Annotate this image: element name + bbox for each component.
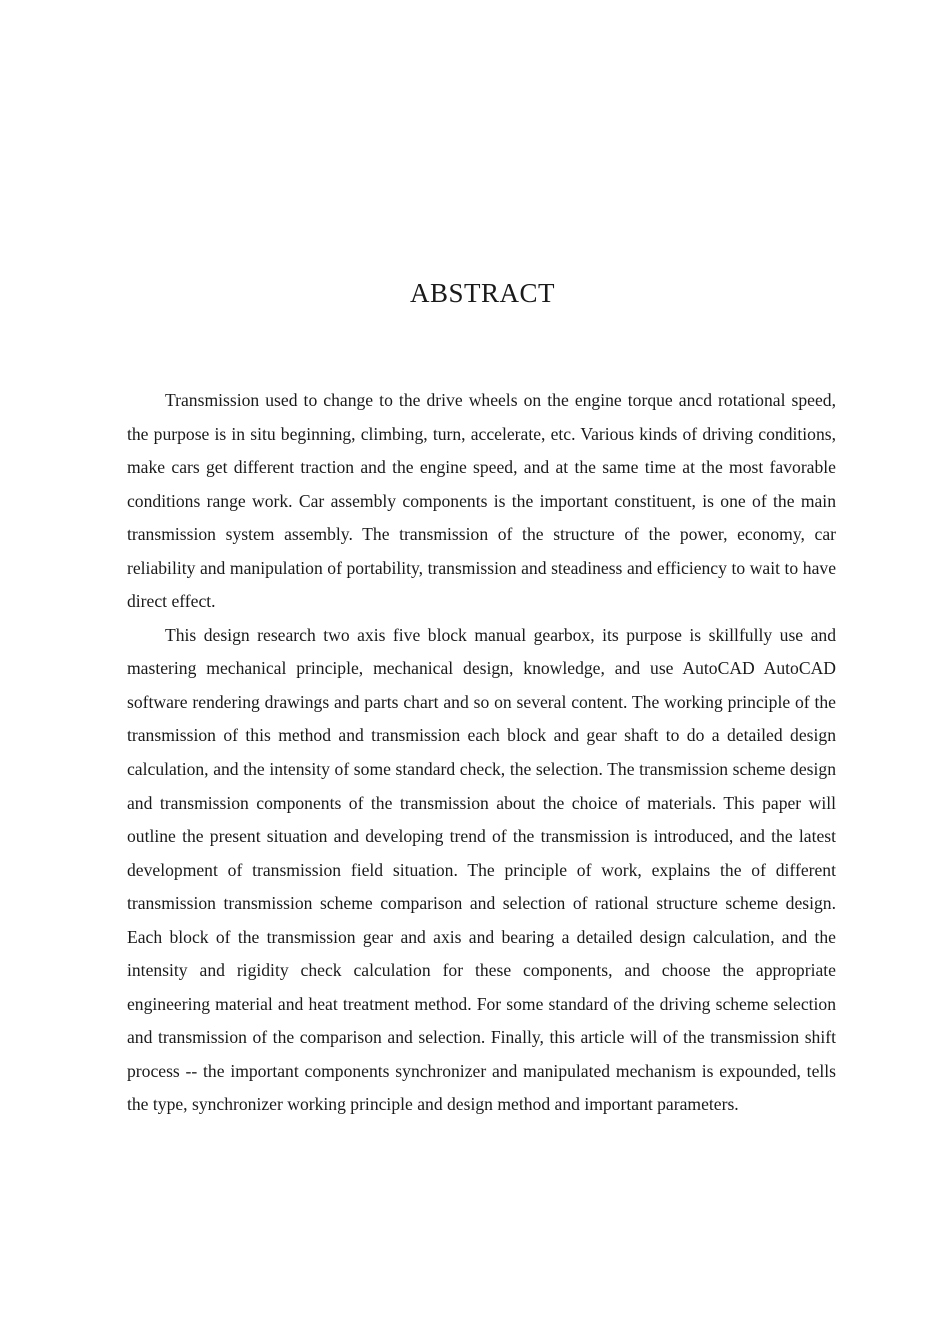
- abstract-paragraph-2: This design research two axis five block manual gearbox, its purpose is skillfully use and mastering mechanical principle, mechanical design, knowledge, and use AutoCAD AutoCAD software rendering drawings and parts chart and so on several content. The working principle of the transmission of this method and transmission each block and gear shaft to do a detailed design calculation, and the intensity of some standard check, the selection. The transmission scheme design and transmission components of the transmission about the choice of materials. This paper will outline the present situation and developing trend of the transmission is introduced, and the latest development of transmission field situation. The principle of work, explains the of different transmission transmission scheme comparison and selection of rational structure scheme design. Each block of the transmission gear and axis and bearing a detailed design calculation, and the intensity and rigidity check calculation for these components, and choose the appropriate engineering material and heat treatment method. For some standard of the driving scheme selection and transmission of the comparison and selection. Finally, this article will of the transmission shift process -- the important components synchronizer and manipulated mechanism is expounded, tells the type, synchronizer working principle and design method and important parameters.: [127, 624, 836, 1115]
- abstract-paragraph-1: Transmission used to change to the drive wheels on the engine torque ancd rotational speed, the purpose is in situ beginning, climbing, turn, accelerate, etc. Various kinds of driving conditions, make cars get different traction and the engine speed, and at the same time at the most favorable conditions range work. Car assembly components is the important constituent, is one of the main transmission system assembly. The transmission of the structure of the power, economy, car reliability and manipulation of portability, transmission and steadiness and efficiency to wait to have direct effect.: [127, 390, 836, 612]
- page-title: ABSTRACT: [409, 278, 556, 308]
- abstract-body: [127, 384, 836, 1122]
